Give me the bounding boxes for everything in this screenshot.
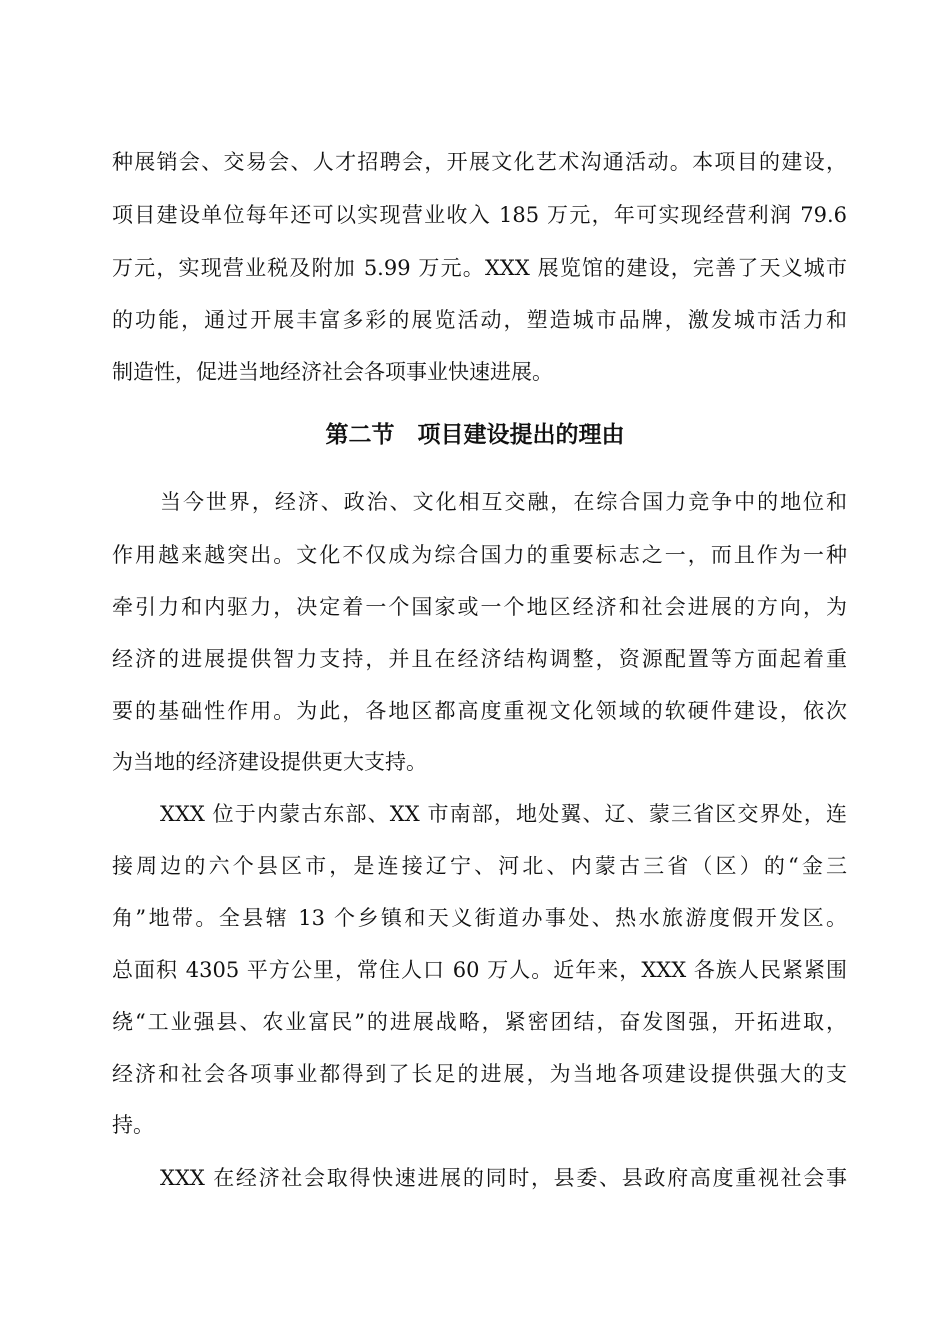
paragraph-3-line-7: 持。: [112, 1113, 154, 1137]
paragraph-3-line-6: 经济和社会各项事业都得到了长足的进展，为当地各项建设提供强大的支: [112, 1062, 847, 1086]
paragraph-2-line-4: 经济的进展提供智力支持，并且在经济结构调整，资源配置等方面起着重: [112, 647, 847, 671]
paragraph-1-line-3: 万元，实现营业税及附加 5.99 万元。XXX 展览馆的建设，完善了天义城市: [112, 256, 847, 280]
paragraph-4-line-1: XXX 在经济社会取得快速进展的同时，县委、县政府高度重视社会事: [160, 1166, 847, 1190]
paragraph-1-line-4: 的功能，通过开展丰富多彩的展览活动，塑造城市品牌，激发城市活力和: [112, 308, 847, 332]
paragraph-3-line-5: 绕“工业强县、农业富民”的进展战略，紧密团结，奋发图强，开拓进取，: [112, 1010, 847, 1034]
paragraph-3-line-3: 角”地带。全县辖 13 个乡镇和天义街道办事处、热水旅游度假开发区。: [112, 906, 847, 930]
paragraph-3-line-1: XXX 位于内蒙古东部、XX 市南部，地处翼、辽、蒙三省区交界处，连: [160, 802, 847, 826]
paragraph-3-line-2: 接周边的六个县区市，是连接辽宁、河北、内蒙古三省（区）的“金三: [112, 854, 847, 878]
paragraph-2-line-3: 牵引力和内驱力，决定着一个国家或一个地区经济和社会进展的方向，为: [112, 595, 847, 619]
paragraph-2-line-6: 为当地的经济建设提供更大支持。: [112, 750, 427, 774]
paragraph-1-line-5: 制造性，促进当地经济社会各项事业快速进展。: [112, 360, 553, 384]
section-heading: 第二节 项目建设提出的理由: [325, 422, 625, 448]
paragraph-2-line-2: 作用越来越突出。文化不仅成为综合国力的重要标志之一，而且作为一种: [112, 543, 847, 567]
paragraph-2-line-5: 要的基础性作用。为此，各地区都高度重视文化领域的软硬件建设，依次: [112, 699, 847, 723]
paragraph-2-line-1: 当今世界，经济、政治、文化相互交融，在综合国力竞争中的地位和: [160, 490, 847, 514]
paragraph-1-line-2: 项目建设单位每年还可以实现营业收入 185 万元，年可实现经营利润 79.6: [112, 203, 847, 227]
paragraph-1-line-1: 种展销会、交易会、人才招聘会，开展文化艺术沟通活动。本项目的建设，: [112, 150, 847, 174]
paragraph-3-line-4: 总面积 4305 平方公里，常住人口 60 万人。近年来，XXX 各族人民紧紧围: [112, 958, 847, 982]
